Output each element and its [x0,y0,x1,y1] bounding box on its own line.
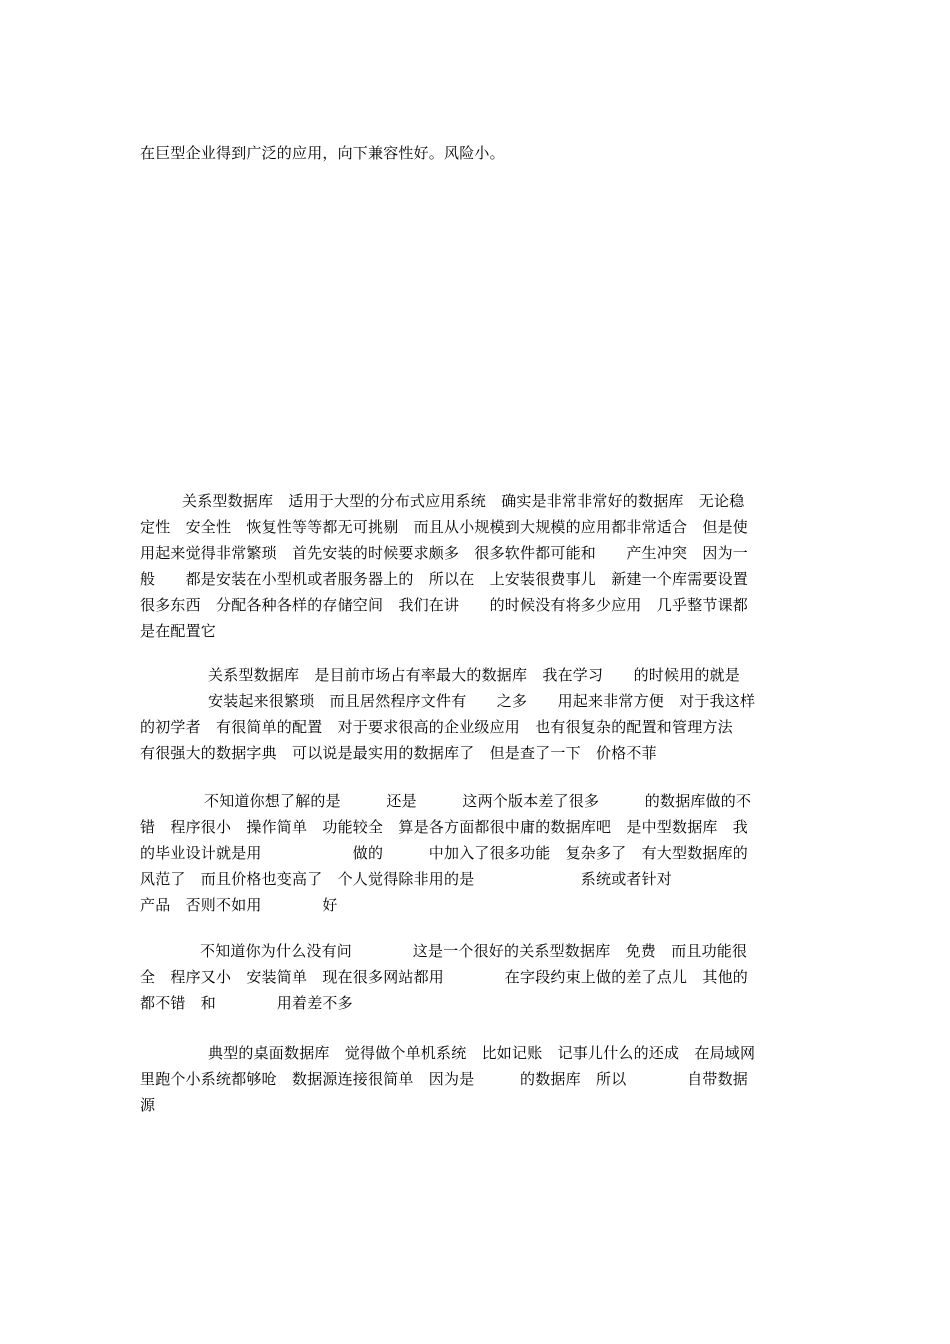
paragraph-3-line-4: 风范了 而且价格也变高了 个人觉得除非用的是 系统或者针对 [140,870,673,888]
paragraph-1-line-1: 关系型数据库 适用于大型的分布式应用系统 确实是非常非常好的数据库 无论稳 [182,492,745,510]
paragraph-1-line-6: 是在配置它 [140,622,217,640]
paragraph-3-line-1: 不知道你想了解的是 还是 这两个版本差了很多 的数据库做的不 [204,792,752,810]
paragraph-1-line-5: 很多东西 分配各种各样的存储空间 我们在讲 的时候没有将多少应用 几乎整节课都 [140,596,749,614]
intro-line: 在巨型企业得到广泛的应用，向下兼容性好。风险小。 [140,144,505,162]
paragraph-4-line-1: 不知道你为什么没有问 这是一个很好的关系型数据库 免费 而且功能很 [200,942,748,960]
paragraph-3-line-5: 产品 否则不如用 好 [140,896,338,914]
paragraph-1-line-4: 般 都是安装在小型机或者服务器上的 所以在 上安装很费事儿 新建一个库需要设置 [140,570,749,588]
paragraph-2-line-2: 安装起来很繁琐 而且居然程序文件有 之多 用起来非常方便 对于我这样 [208,692,756,710]
paragraph-5-line-3: 源 [140,1096,156,1114]
paragraph-5-line-2: 里跑个小系统都够呛 数据源连接很简单 因为是 的数据库 所以 自带数据 [140,1070,749,1088]
paragraph-3-line-2: 错 程序很小 操作简单 功能较全 算是各方面都很中庸的数据库吧 是中型数据库 我 [140,818,749,836]
paragraph-2-line-1: 关系型数据库 是目前市场占有率最大的数据库 我在学习 的时候用的就是 [208,666,741,684]
paragraph-3-line-3: 的毕业设计就是用 做的 中加入了很多功能 复杂多了 有大型数据库的 [140,844,749,862]
paragraph-1-line-3: 用起来觉得非常繁琐 首先安装的时候要求颇多 很多软件都可能和 产生冲突 因为一 [140,544,749,562]
paragraph-1-line-2: 定性 安全性 恢复性等等都无可挑剔 而且从小规模到大规模的应用都非常适合 但是使 [140,518,749,536]
paragraph-5-line-1: 典型的桌面数据库 觉得做个单机系统 比如记账 记事儿什么的还成 在局域网 [208,1044,756,1062]
paragraph-2-line-3: 的初学者 有很简单的配置 对于要求很高的企业级应用 也有很复杂的配置和管理方法 [140,718,733,736]
paragraph-4-line-2: 全 程序又小 安装简单 现在很多网站都用 在字段约束上做的差了点儿 其他的 [140,968,749,986]
paragraph-2-line-4: 有很强大的数据字典 可以说是最实用的数据库了 但是查了一下 价格不菲 [140,744,657,762]
paragraph-4-line-3: 都不错 和 用着差不多 [140,994,353,1012]
